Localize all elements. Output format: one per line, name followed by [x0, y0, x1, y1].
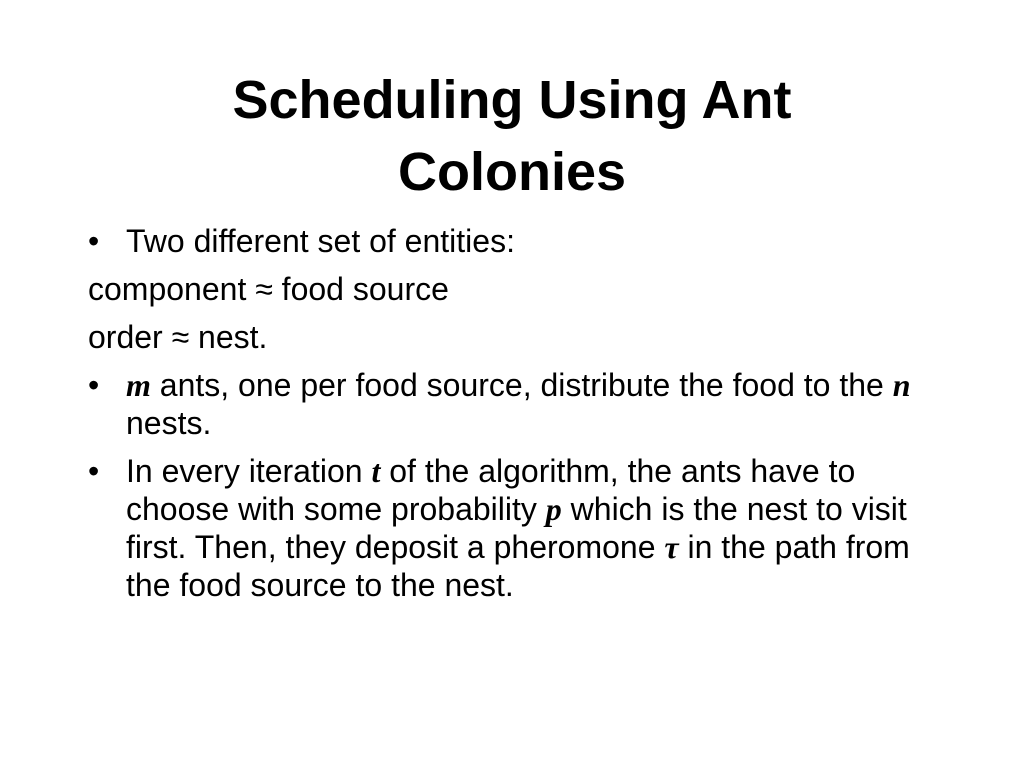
slide-body [88, 222, 948, 604]
bullet-marker: • [88, 453, 100, 489]
var-n: n [892, 367, 911, 403]
var-tau: τ [664, 529, 679, 565]
title-line-2: Colonies [397, 142, 627, 202]
slide-title [0, 64, 1024, 208]
var-t: t [371, 453, 381, 489]
bullet-iteration-text-d: in the path from the food source to the nest. [126, 529, 910, 603]
bullet-marker: • [88, 223, 100, 259]
order-line: order ≈ nest. [88, 319, 268, 355]
bullet-marker: • [88, 367, 100, 403]
component-line: component ≈ food source [88, 271, 449, 307]
bullet-iteration-text-a: In every iteration [126, 453, 372, 489]
bullet-ants-text-b: nests. [126, 405, 212, 441]
bullet-entities [88, 222, 948, 260]
title-line-1: Scheduling Using Ant [232, 70, 792, 130]
bullet-ants-text-a: ants, one per food source, distribute the food to the [150, 367, 893, 403]
bullet-iteration [88, 452, 948, 604]
bullet-iteration-text-b: of the algorithm, the ants have to choose with some probability [126, 453, 856, 527]
var-m: m [126, 367, 151, 403]
bullet-ants [88, 366, 948, 442]
bullet-entities-text: Two different set of entities: [126, 223, 515, 259]
var-p: p [545, 491, 562, 527]
bullet-iteration-text-c: which is the nest to visit first. Then, they deposit a pheromone [126, 491, 907, 565]
